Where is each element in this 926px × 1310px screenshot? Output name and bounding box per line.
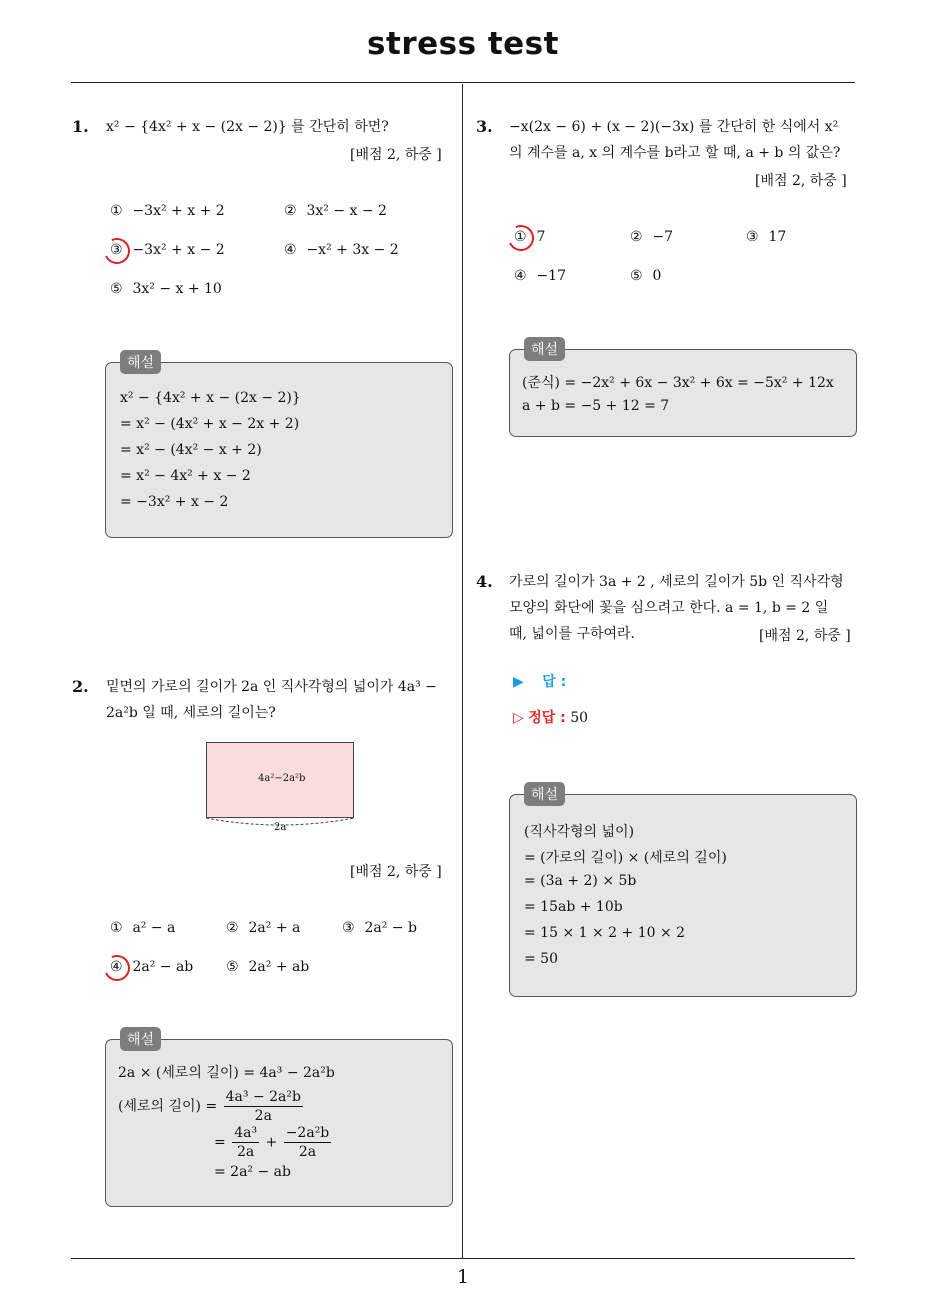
- choice-text: 2a² + a: [248, 920, 301, 936]
- choice-mark: ④: [514, 268, 527, 284]
- q3-number: 3.: [476, 117, 493, 136]
- choice-text: a² − a: [132, 920, 176, 936]
- answer-label: 답 :: [542, 674, 567, 690]
- choice-mark: ⑤: [226, 959, 239, 975]
- solution-line: (준식) = −2x² + 6x − 3x² + 6x = −5x² + 12x: [522, 375, 834, 391]
- solution-line: = −3x² + x − 2: [120, 494, 229, 510]
- solution-tag: 해설: [120, 1027, 161, 1051]
- solution-line: = 50: [524, 951, 558, 967]
- choice-text: 7: [536, 229, 546, 245]
- solution-prefix: (세로의 길이) =: [118, 1098, 218, 1115]
- solution-line: = (3a + 2) × 5b: [524, 873, 637, 889]
- q1-text: x² − {4x² + x − (2x − 2)} 를 간단히 하면?: [106, 119, 389, 135]
- selected-answer-ring: [504, 221, 537, 254]
- correct-answer-value: 50: [570, 710, 589, 726]
- q4-solution-box: [509, 794, 857, 997]
- q3-choice-5[interactable]: [630, 268, 661, 284]
- header-rule: [71, 82, 855, 83]
- q3-points: [배점 2, 하중 ]: [755, 173, 847, 189]
- choice-text: −17: [536, 268, 566, 284]
- solution-line: = $\frac{\text{4a³}}{2a}$ + $\frac{\text{−2a²b}}{2a}$: [214, 1125, 330, 1160]
- answer-input-row[interactable]: [513, 671, 566, 691]
- q1-choice-2[interactable]: [284, 203, 387, 219]
- choice-text: 3x² − x + 10: [132, 281, 222, 297]
- solution-line: = 15ab + 10b: [524, 899, 623, 915]
- choice-mark: ⑤: [630, 268, 643, 284]
- q1-number: 1.: [72, 117, 89, 136]
- choice-mark: ①: [110, 920, 123, 936]
- solution-line: = x² − (4x² + x − 2x + 2): [120, 416, 300, 432]
- q1-points: [배점 2, 하중 ]: [350, 147, 442, 163]
- q3-choice-4[interactable]: [514, 268, 566, 284]
- q2-points: [배점 2, 하중 ]: [350, 864, 442, 880]
- q2-number: 2.: [72, 677, 89, 696]
- correct-answer-label: 정답 :: [528, 710, 566, 726]
- q1-choice-5[interactable]: [110, 281, 222, 297]
- footer-rule: [71, 1258, 855, 1259]
- choice-mark: ②: [630, 229, 643, 245]
- solution-line: = (가로의 길이) × (세로의 길이): [524, 850, 727, 866]
- choice-mark: ④: [284, 242, 297, 258]
- choice-mark: ③: [110, 242, 123, 258]
- choice-text: −7: [652, 229, 674, 245]
- choice-text: −x² + 3x − 2: [306, 242, 399, 258]
- q3-text-line2: 의 계수를 a, x 의 계수를 b라고 할 때, a + b 의 값은?: [509, 145, 841, 161]
- solution-line: a + b = −5 + 12 = 7: [522, 398, 670, 414]
- selected-answer-ring: [100, 234, 133, 267]
- fraction: $\frac{\text{4a³ − 2a²b}}{2a}$: [225, 1089, 301, 1124]
- q1-solution-box: [105, 362, 453, 538]
- q3-text-line1: −x(2x − 6) + (x − 2)(−3x) 를 간단히 한 식에서 x²: [509, 119, 839, 135]
- choice-text: 2a² − b: [364, 920, 417, 936]
- q2-choice-1[interactable]: [110, 920, 175, 936]
- choice-mark: ②: [226, 920, 239, 936]
- correct-answer-row: [513, 707, 588, 727]
- q2-choice-3[interactable]: [342, 920, 417, 936]
- q2-choice-2[interactable]: [226, 920, 300, 936]
- solution-line: = 15 × 1 × 2 + 10 × 2: [524, 925, 686, 941]
- q2-choice-5[interactable]: [226, 959, 309, 975]
- choice-text: 0: [652, 268, 662, 284]
- q1-choice-4[interactable]: [284, 242, 399, 258]
- q3-choice-2[interactable]: [630, 229, 673, 245]
- choice-mark: ④: [110, 959, 123, 975]
- q1-choice-1[interactable]: [110, 203, 225, 219]
- fraction: $\frac{\text{−2a²b}}{2a}$: [285, 1125, 330, 1160]
- choice-text: 3x² − x − 2: [306, 203, 387, 219]
- q4-text-line3: 때, 넓이를 구하여라.: [509, 626, 635, 642]
- q4-text-line1: 가로의 길이가 3a + 2 , 세로의 길이가 5b 인 직사각형: [509, 574, 844, 590]
- choice-mark: ③: [746, 229, 759, 245]
- q2-solution-box: [105, 1039, 453, 1207]
- fraction: $\frac{\text{4a³}}{2a}$: [234, 1125, 258, 1160]
- choice-text: 17: [768, 229, 787, 245]
- choice-text: 2a² − ab: [132, 959, 194, 975]
- q2-text-line2: 2a²b 일 때, 세로의 길이는?: [106, 705, 276, 721]
- choice-mark: ②: [284, 203, 297, 219]
- choice-text: −3x² + x + 2: [132, 203, 225, 219]
- solution-line: 2a × (세로의 길이) = 4a³ − 2a²b: [118, 1065, 335, 1081]
- q2-text-line1: 밑면의 가로의 길이가 2a 인 직사각형의 넓이가 4a³ −: [106, 679, 437, 695]
- choice-mark: ①: [514, 229, 527, 245]
- q4-text-line2: 모양의 화단에 꽃을 심으려고 한다. a = 1, b = 2 일: [509, 600, 829, 616]
- play-outline-icon: ▷: [513, 710, 524, 726]
- solution-line: x² − {4x² + x − (2x − 2)}: [120, 390, 301, 406]
- q4-points: [배점 2, 하중 ]: [759, 628, 851, 644]
- solution-tag: 해설: [524, 337, 565, 361]
- choice-mark: ①: [110, 203, 123, 219]
- page-number: 1: [456, 1266, 470, 1288]
- solution-line: [118, 1088, 305, 1125]
- choice-mark: ③: [342, 920, 355, 936]
- solution-tag: 해설: [524, 782, 565, 806]
- page-title: stress test: [367, 26, 559, 62]
- choice-text: 2a² + ab: [248, 959, 310, 975]
- choice-text: −3x² + x − 2: [132, 242, 225, 258]
- column-divider: [462, 84, 463, 1258]
- solution-line: (직사각형의 넓이): [524, 824, 635, 840]
- q3-choice-3[interactable]: [746, 229, 786, 245]
- choice-mark: ⑤: [110, 281, 123, 297]
- q3-solution-box: [509, 349, 857, 437]
- solution-tag: 해설: [120, 350, 161, 374]
- play-icon: ▶: [513, 674, 524, 690]
- figure-bottom-label: 2a: [274, 822, 287, 833]
- selected-answer-ring: [100, 951, 133, 984]
- solution-line: = x² − (4x² − x + 2): [120, 442, 262, 458]
- solution-line: = 2a² − ab: [214, 1164, 291, 1180]
- q4-number: 4.: [476, 572, 493, 591]
- solution-line: = x² − 4x² + x − 2: [120, 468, 251, 484]
- figure-inner-label: 4a²−2a²b: [258, 773, 306, 784]
